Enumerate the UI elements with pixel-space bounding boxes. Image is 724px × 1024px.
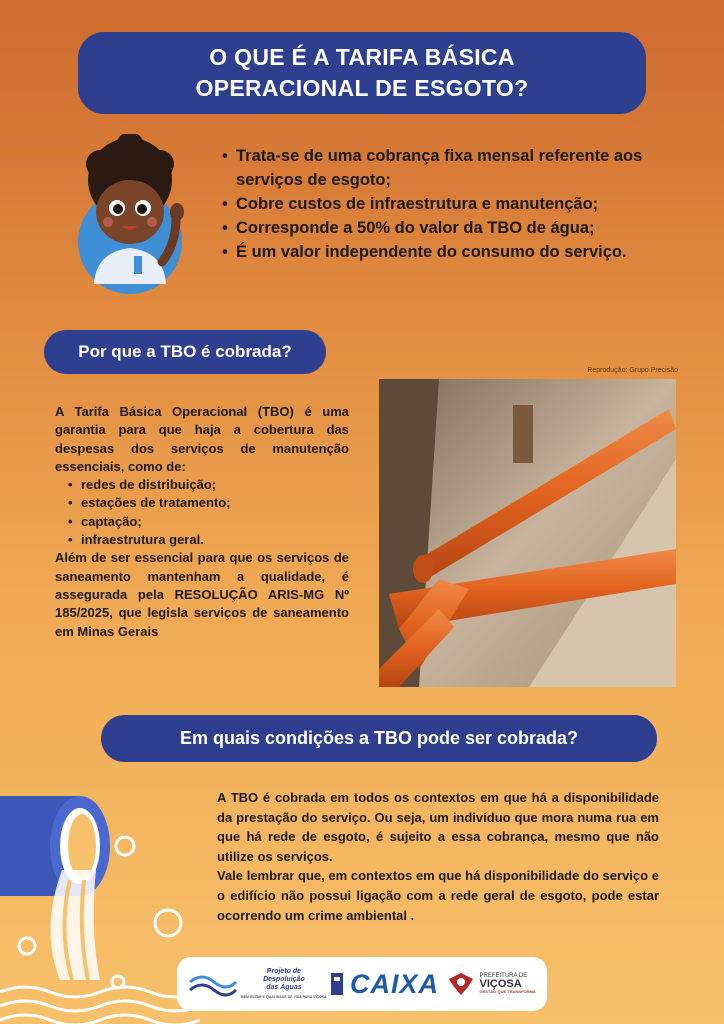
why-section-body (55, 403, 349, 641)
why-paragraph-1: A Tarifa Básica Operacional (TBO) é uma garantia para que haja a cobertura das despesas dos serviços de manutenção essenciais, como de: (55, 404, 349, 474)
when-section-body (217, 788, 659, 925)
why-bullet: • estações de tratamento; (55, 494, 349, 512)
sponsor-logo-bar (177, 957, 547, 1011)
photo-credit: Reprodução: Grupo Precisão (587, 367, 678, 374)
pref-tagline: GESTÃO QUE TRANSFORMA (479, 989, 536, 994)
page-title (78, 32, 646, 114)
why-bullet: • captação; (55, 513, 349, 531)
despol-line-3: das Águas (266, 983, 302, 991)
why-paragraph-2: Além de ser essencial para que os serviços de saneamento mantenham a qualidade, é assegurada pela RESOLUÇÃO ARIS-MG Nº 185/2025, que legisla serviços de saneamento em Minas Gerais (55, 550, 349, 639)
when-paragraph-2: Vale lembrar que, em contextos em que há disponibilidade do serviço e o edifício não possui ligação com a rede geral de esgoto, pode estar ocorrendo um crime ambiental . (217, 868, 659, 923)
prefeitura-logo (446, 969, 536, 999)
intro-bullet-list (222, 144, 692, 264)
intro-bullet: • Corresponde a 50% do valor da TBO de água; (222, 216, 692, 240)
water-wave-icon (188, 970, 238, 998)
intro-bullet: • É um valor independente do consumo do serviço. (222, 240, 692, 264)
despoluicao-logo (188, 968, 343, 1001)
when-section-heading: Em quais condições a TBO pode ser cobrada? (101, 715, 657, 762)
caixa-logo: CAIXA (350, 968, 440, 999)
why-bullet-list (55, 476, 349, 549)
water-pipe-illustration (0, 770, 200, 1024)
intro-bullet: • Cobre custos de infraestrutura e manutenção; (222, 192, 692, 216)
title-line-2: OPERACIONAL DE ESGOTO? (195, 75, 529, 101)
pref-line-1: PREFEITURA DE (479, 973, 528, 979)
intro-bullet: • Trata-se de uma cobrança fixa mensal referente aos serviços de esgoto; (222, 144, 692, 192)
despol-line-1: Projeto de (266, 967, 302, 975)
when-paragraph-1: A TBO é cobrada em todos os contextos em que há a disponibilidade da prestação do serviço. Ou seja, um indivíduo que mora numa rua em que há rede de esgoto, é sujeito a essa cobrança, mesmo que não utilize os serviços. (217, 790, 659, 864)
pref-line-2: VIÇOSA (479, 978, 522, 990)
title-line-1: O QUE É A TARIFA BÁSICA (209, 44, 515, 70)
why-section-heading: Por que a TBO é cobrada? (44, 330, 326, 374)
why-bullet: • infraestrutura geral. (55, 531, 349, 549)
why-bullet: • redes de distribuição; (55, 476, 349, 494)
eagle-crest-icon (446, 969, 476, 999)
pipes-trench-photo (379, 379, 676, 687)
despol-line-2: Despoluição (263, 975, 305, 983)
girl-mascot-illustration (72, 134, 202, 294)
despol-tagline: BEM ESTAR E QUALIDADE DE VIDA PARA VIÇOSA (241, 994, 327, 999)
building-icon (330, 971, 344, 997)
